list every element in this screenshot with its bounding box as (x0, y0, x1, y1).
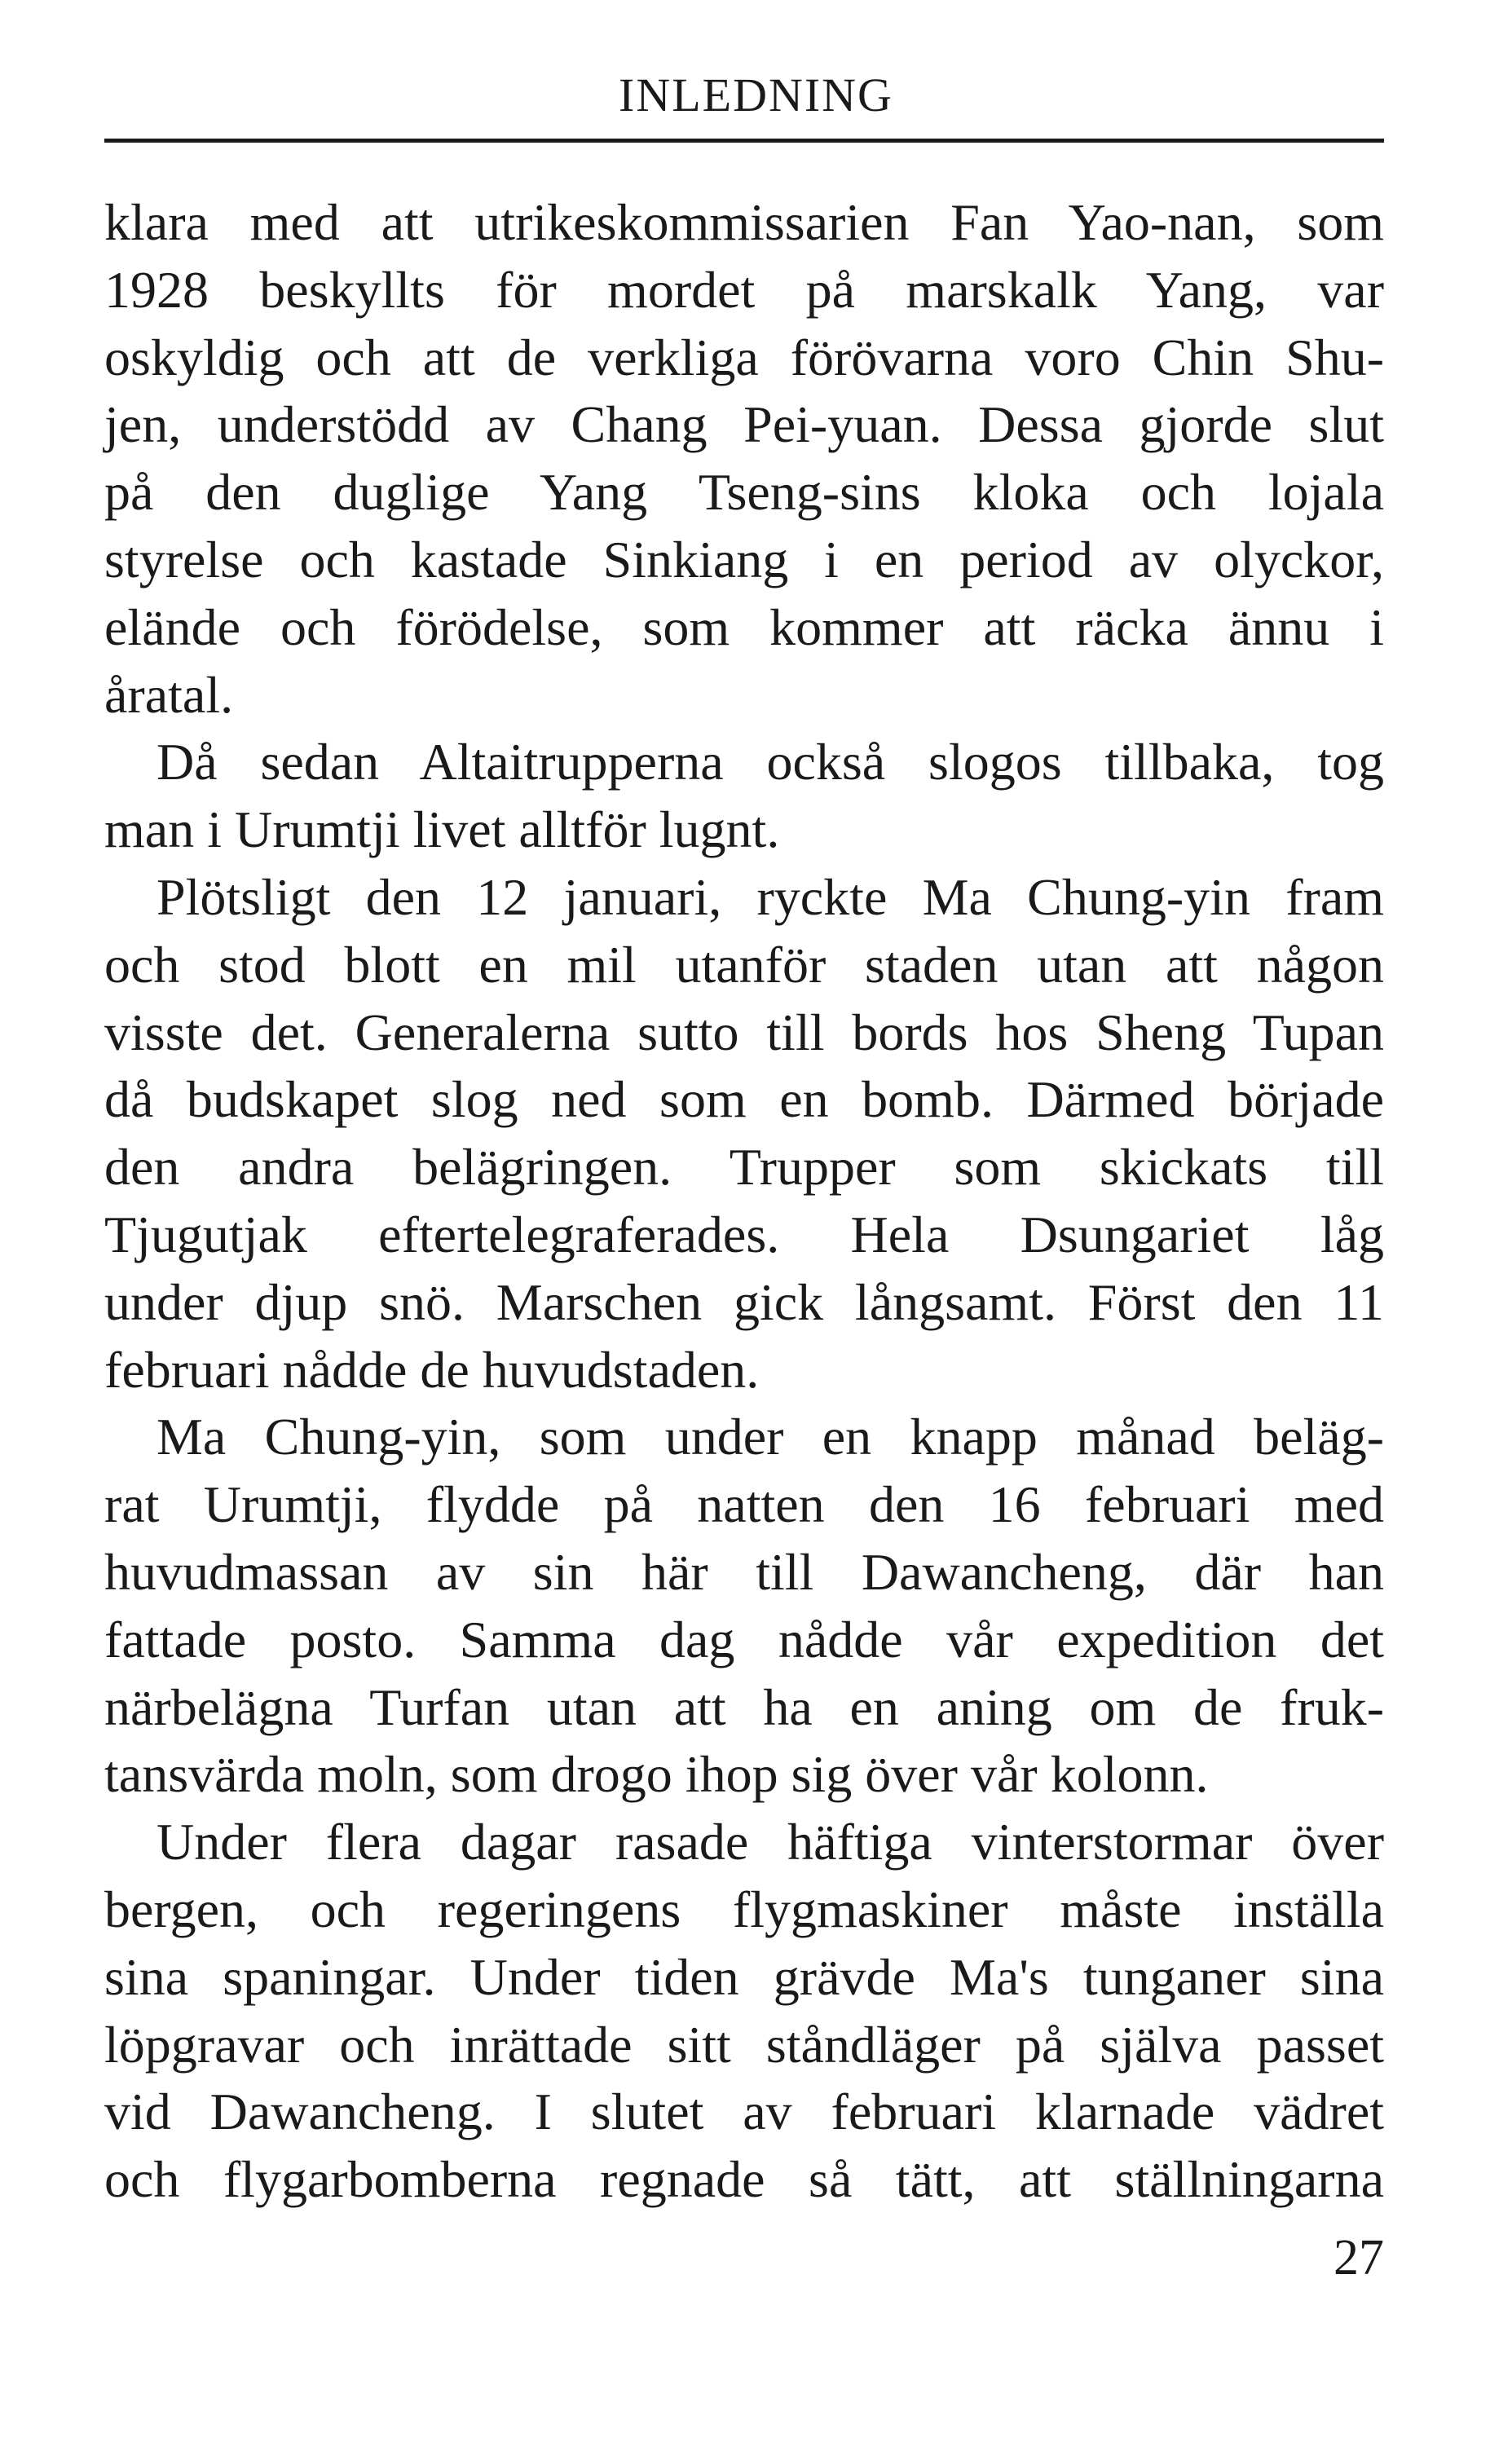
text-line: Då sedan Altaitrupperna också slogos tillbaka, tog (156, 733, 1384, 791)
text-line: fattade posto. Samma dag nådde vår expedition det (104, 1610, 1384, 1668)
text-line: visste det. Generalerna sutto till bords hos Sheng Tupan (104, 1003, 1384, 1061)
text-line: åratal. (104, 665, 234, 724)
text-line: på den duglige Yang Tseng-sins kloka och lojala (104, 463, 1384, 522)
text-line: Ma Chung-yin, som under en knapp månad beläg- (156, 1408, 1384, 1466)
text-line: jen, understödd av Chang Pei-yuan. Dessa gjorde slut (104, 395, 1384, 454)
text-line: 1928 beskyllts för mordet på marskalk Yang, var (104, 260, 1384, 319)
paragraph (104, 1809, 1384, 2214)
text-line: Plötsligt den 12 januari, ryckte Ma Chung-yin fram (156, 867, 1384, 926)
text-line: man i Urumtji livet alltför lugnt. (104, 800, 780, 859)
paragraph (104, 729, 1384, 864)
text-line: oskyldig och att de verkliga förövarna voro Chin Shu- (104, 328, 1384, 386)
text-line: bergen, och regeringens flygmaskiner måste inställa (104, 1880, 1384, 1938)
text-line: Under flera dagar rasade häftiga vinterstormar över (156, 1813, 1384, 1871)
text-line: februari nådde de huvudstaden. (104, 1340, 760, 1399)
text-line: och stod blott en mil utanför staden utan att någon (104, 935, 1384, 994)
running-head: INLEDNING (619, 68, 893, 121)
text-line: elände och förödelse, som kommer att räcka ännu i (104, 597, 1384, 656)
text-line: då budskapet slog ned som en bomb. Därmed började (104, 1070, 1384, 1129)
text-line: styrelse och kastade Sinkiang i en period av olyckor, (104, 530, 1384, 588)
body-text (104, 189, 1384, 2214)
text-line: närbelägna Turfan utan att ha en aning om de fruk- (104, 1677, 1384, 1736)
text-line: den andra belägringen. Trupper som skickats till (104, 1138, 1384, 1197)
text-line: under djup snö. Marschen gick långsamt. Först den 11 (104, 1272, 1384, 1331)
text-line: rat Urumtji, flydde på natten den 16 februari med (104, 1475, 1384, 1534)
paragraph (104, 1404, 1384, 1809)
header-rule (104, 139, 1384, 143)
text-line: sina spaningar. Under tiden grävde Ma's tunganer sina (104, 1947, 1384, 2006)
paragraph (104, 864, 1384, 1404)
page-number: 27 (1333, 2230, 1384, 2286)
text-line: och flygarbomberna regnade så tätt, att ställningarna (104, 2150, 1384, 2209)
text-line: vid Dawancheng. I slutet av februari klarnade vädret (104, 2083, 1384, 2141)
text-line: löpgravar och inrättade sitt ståndläger på själva passet (104, 2015, 1384, 2074)
text-line: huvudmassan av sin här till Dawancheng, där han (104, 1542, 1384, 1601)
text-line: tansvärda moln, som drogo ihop sig över vår kolonn. (104, 1745, 1209, 1804)
text-line: klara med att utrikeskommissarien Fan Yao-nan, som (104, 193, 1384, 251)
paragraph (104, 189, 1384, 729)
text-line: Tjugutjak eftertelegraferades. Hela Dsungariet låg (104, 1205, 1384, 1263)
